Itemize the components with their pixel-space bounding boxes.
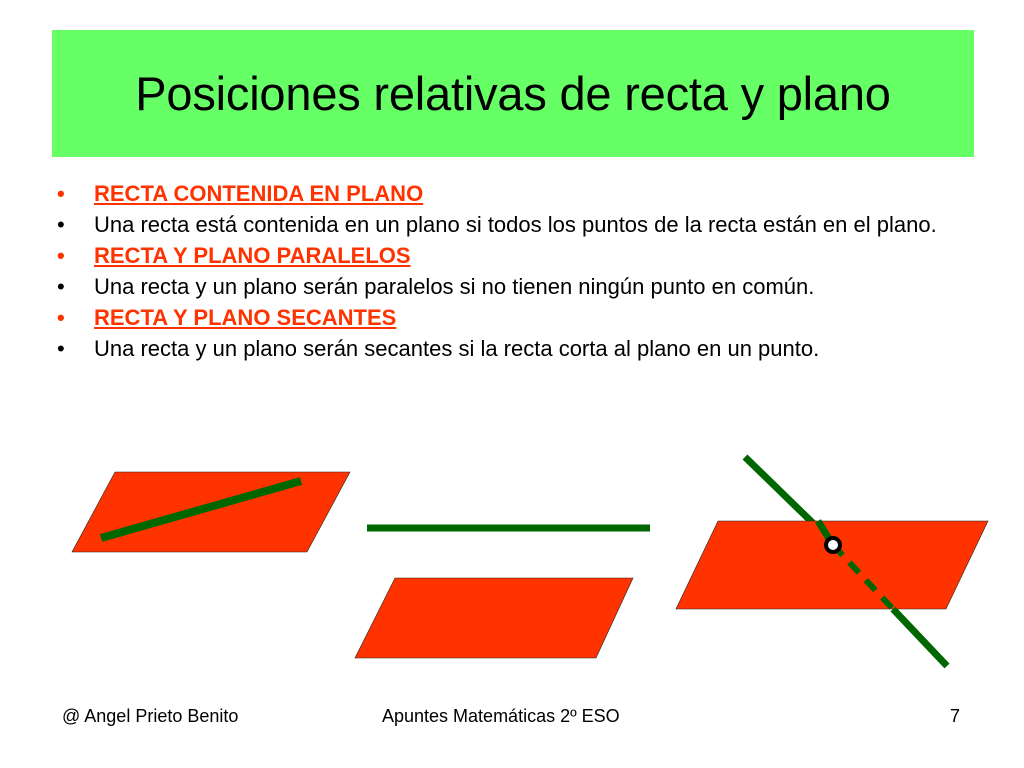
bullet-dot: •	[57, 212, 65, 237]
bullet-text: RECTA CONTENIDA EN PLANO	[94, 181, 424, 206]
bullet-dot: •	[57, 243, 65, 268]
bullet-dot: •	[57, 336, 65, 361]
footer-author: @ Angel Prieto Benito	[62, 706, 239, 726]
bullet-dot: •	[57, 181, 65, 206]
bullet-dot: •	[57, 305, 65, 330]
bullet-text: Una recta y un plano serán secantes si la recta corta al plano en un punto.	[94, 336, 820, 361]
bullet-text: RECTA Y PLANO SECANTES	[94, 305, 397, 330]
slide-title: Posiciones relativas de recta y plano	[135, 67, 891, 120]
footer-course: Apuntes Matemáticas 2º ESO	[382, 706, 620, 726]
bullet-text: Una recta y un plano serán paralelos si no tienen ningún punto en común.	[94, 274, 815, 299]
line-secant-top	[745, 457, 818, 528]
footer-page-number: 7	[950, 706, 961, 726]
bullet-text: Una recta está contenida en un plano si todos los puntos de la recta están en el plano.	[94, 212, 937, 237]
line-secant-bottom	[893, 609, 947, 666]
plane-secant	[676, 521, 988, 609]
bullet-text: RECTA Y PLANO PARALELOS	[94, 243, 411, 268]
bullet-dot: •	[57, 274, 65, 299]
intersection-point	[826, 538, 840, 552]
